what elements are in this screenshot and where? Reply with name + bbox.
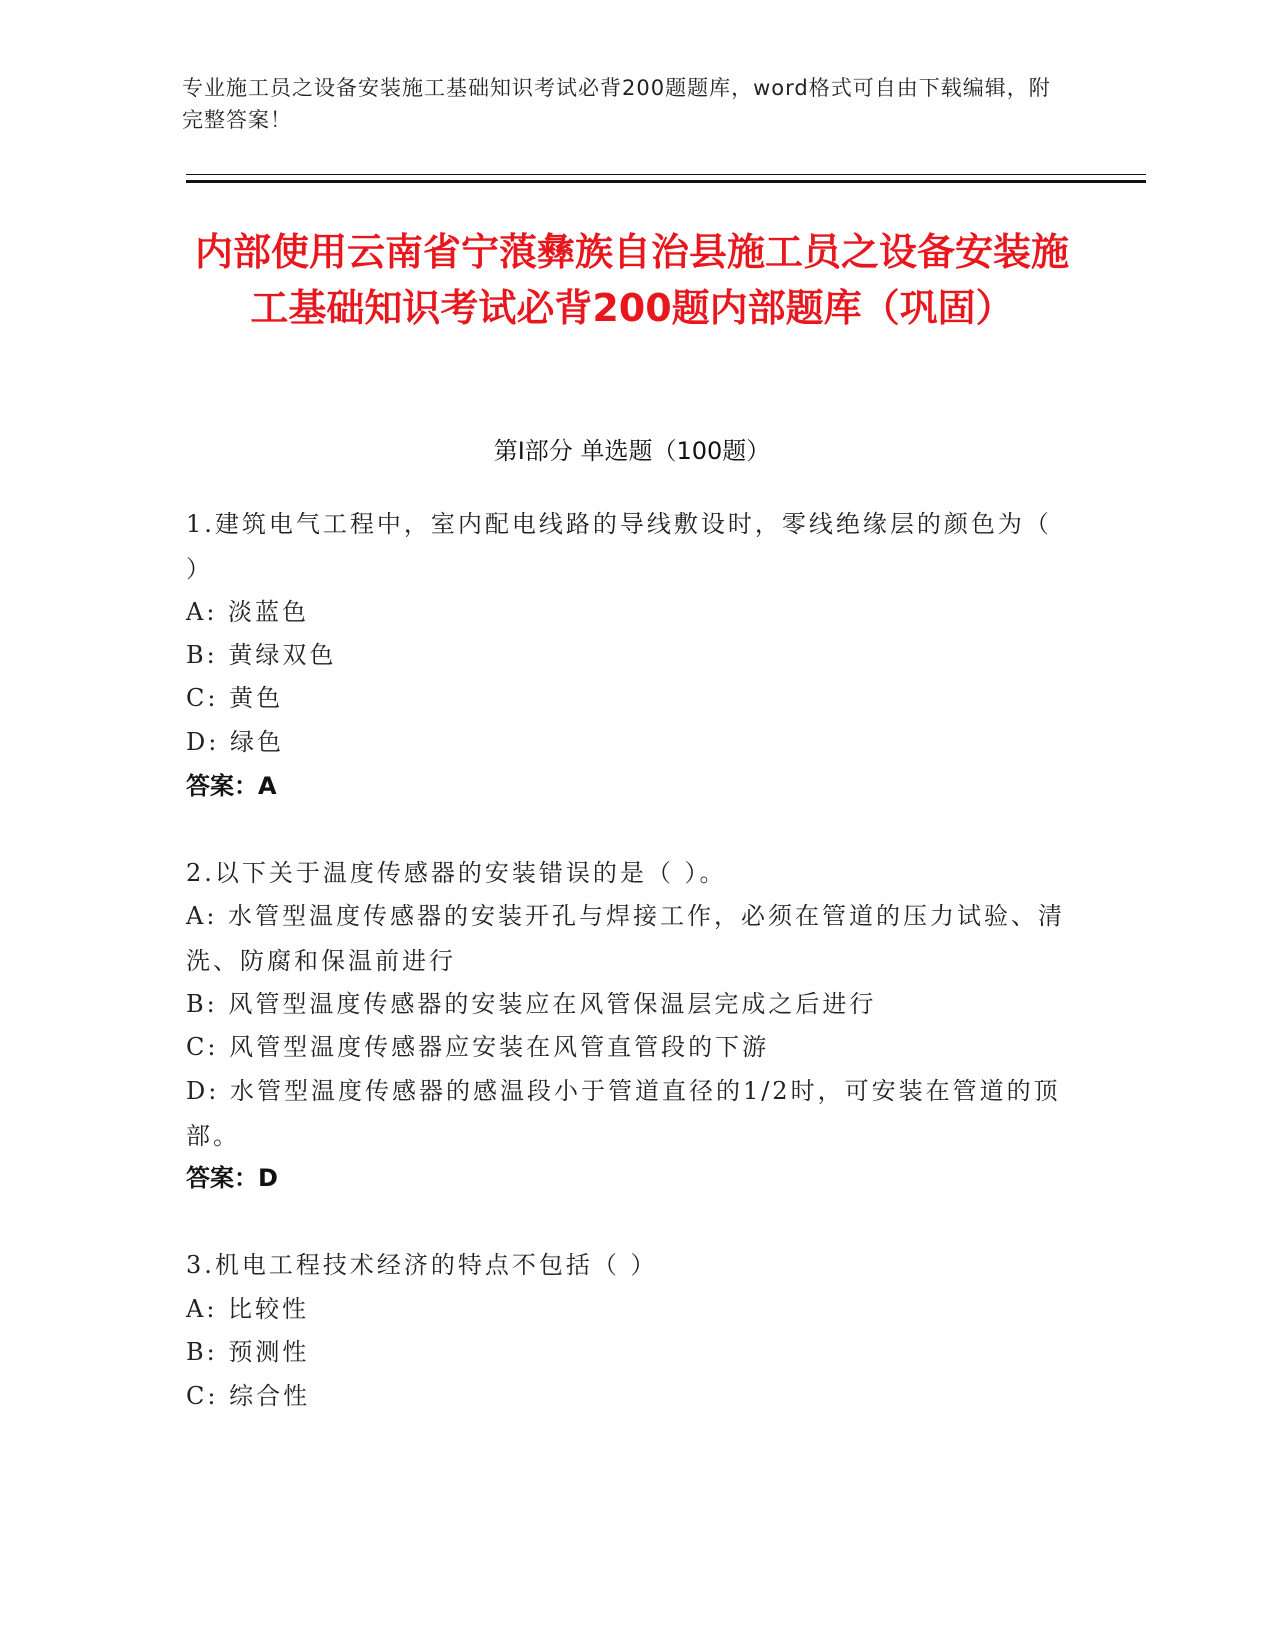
question-2-text: 2.以下关于温度传感器的安装错误的是（ ）。 xyxy=(186,859,727,887)
question-2-option-d: D: 水管型温度传感器的感温段小于管道直径的1/2时，可安装在管道的顶部。 xyxy=(186,1077,1061,1150)
section-title: 第I部分 单选题（100题） xyxy=(493,437,771,465)
question-1-option-d: D: 绿色 xyxy=(186,728,284,756)
question-2-option-c: C: 风管型温度传感器应安装在风管直管段的下游 xyxy=(186,1033,770,1061)
question-1-option-b: B: 黄绿双色 xyxy=(186,641,337,669)
question-1-option-c: C: 黄色 xyxy=(186,684,284,712)
question-3-option-c: C: 综合性 xyxy=(186,1382,311,1410)
question-3-text: 3.机电工程技术经济的特点不包括（ ） xyxy=(186,1251,658,1279)
question-3-option-b: B: 预测性 xyxy=(186,1338,310,1366)
question-1-option-a: A: 淡蓝色 xyxy=(186,598,310,626)
question-3-option-a: A: 比较性 xyxy=(186,1295,310,1323)
document-title: 内部使用云南省宁蒗彝族自治县施工员之设备安装施工基础知识考试必背200题内部题库（巩固） xyxy=(194,230,1069,330)
header-rule-thick xyxy=(186,180,1146,183)
question-2-answer: 答案：D xyxy=(186,1164,278,1192)
header-rule-thin xyxy=(186,174,1146,175)
question-1-answer: 答案：A xyxy=(186,772,277,800)
header-note: 专业施工员之设备安装施工基础知识考试必背200题题库，word格式可自由下载编辑，附完整答案！ xyxy=(182,76,1051,132)
question-1-text: 1.建筑电气工程中，室内配电线路的导线敷设时，零线绝缘层的颜色为（ ） xyxy=(186,510,1052,583)
question-2-option-a: A: 水管型温度传感器的安装开孔与焊接工作，必须在管道的压力试验、清洗、防腐和保温前进行 xyxy=(186,902,1066,975)
question-2-option-b: B: 风管型温度传感器的安装应在风管保温层完成之后进行 xyxy=(186,990,877,1018)
